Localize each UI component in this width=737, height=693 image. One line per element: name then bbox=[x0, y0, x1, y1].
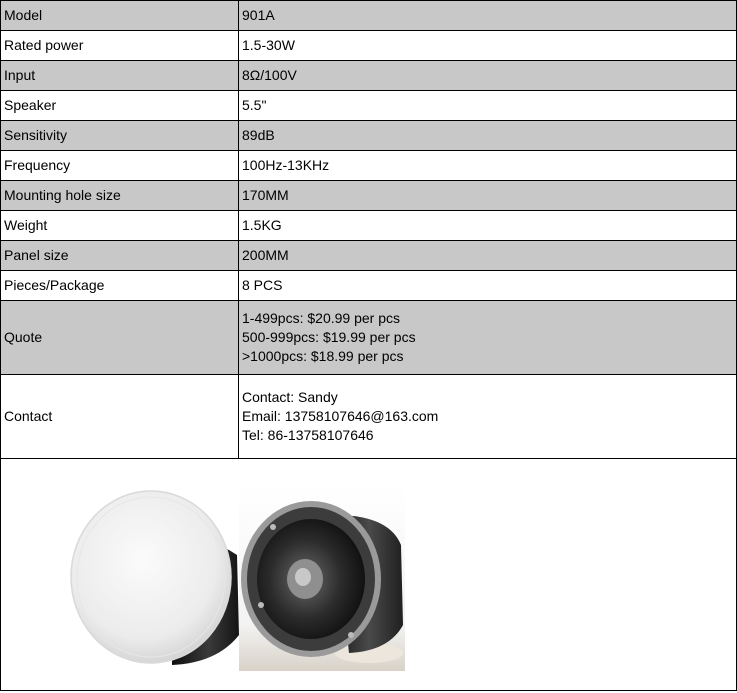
quote-line: 500-999pcs: $19.99 per pcs bbox=[242, 329, 416, 345]
spec-row-frequency bbox=[1, 151, 737, 181]
spec-row-contact bbox=[1, 375, 737, 459]
spec-row-panel-size bbox=[1, 241, 737, 271]
spec-label: Speaker bbox=[1, 91, 239, 121]
spec-value: 200MM bbox=[239, 241, 737, 271]
spec-label: Quote bbox=[1, 301, 239, 375]
contact-phone: Tel: 86-13758107646 bbox=[242, 427, 374, 443]
ceiling-speaker-grille-photo bbox=[67, 485, 239, 667]
spec-label: Frequency bbox=[1, 151, 239, 181]
spec-label: Input bbox=[1, 61, 239, 91]
spec-value: 1.5KG bbox=[239, 211, 737, 241]
spec-row-pieces bbox=[1, 271, 737, 301]
spec-value: 8Ω/100V bbox=[239, 61, 737, 91]
spec-value: 1.5-30W bbox=[239, 31, 737, 61]
spec-row-mounting-hole bbox=[1, 181, 737, 211]
spec-value: 170MM bbox=[239, 181, 737, 211]
photo-cell bbox=[1, 459, 737, 691]
contact-value bbox=[239, 375, 737, 459]
spec-label: Pieces/Package bbox=[1, 271, 239, 301]
spec-value: 100Hz-13KHz bbox=[239, 151, 737, 181]
spec-value: 8 PCS bbox=[239, 271, 737, 301]
quote-line: >1000pcs: $18.99 per pcs bbox=[242, 348, 404, 364]
spec-label: Weight bbox=[1, 211, 239, 241]
spec-row-model bbox=[1, 1, 737, 31]
spec-row-input bbox=[1, 61, 737, 91]
spec-value: 5.5" bbox=[239, 91, 737, 121]
contact-name: Contact: Sandy bbox=[242, 389, 338, 405]
spec-label: Rated power bbox=[1, 31, 239, 61]
contact-email[interactable]: Email: 13758107646@163.com bbox=[242, 408, 439, 424]
spec-row-weight bbox=[1, 211, 737, 241]
spec-value: 89dB bbox=[239, 121, 737, 151]
spec-label: Model bbox=[1, 1, 239, 31]
spec-row-quote bbox=[1, 301, 737, 375]
spec-label: Sensitivity bbox=[1, 121, 239, 151]
spec-value: 901A bbox=[239, 1, 737, 31]
quote-line: 1-499pcs: $20.99 per pcs bbox=[242, 310, 400, 326]
photo-row bbox=[1, 459, 737, 691]
spec-label: Panel size bbox=[1, 241, 239, 271]
spec-row-sensitivity bbox=[1, 121, 737, 151]
spec-label: Contact bbox=[1, 375, 239, 459]
spec-row-rated-power bbox=[1, 31, 737, 61]
ceiling-speaker-driver-photo bbox=[239, 485, 405, 671]
spec-label: Mounting hole size bbox=[1, 181, 239, 211]
quote-value bbox=[239, 301, 737, 375]
spec-row-speaker bbox=[1, 91, 737, 121]
